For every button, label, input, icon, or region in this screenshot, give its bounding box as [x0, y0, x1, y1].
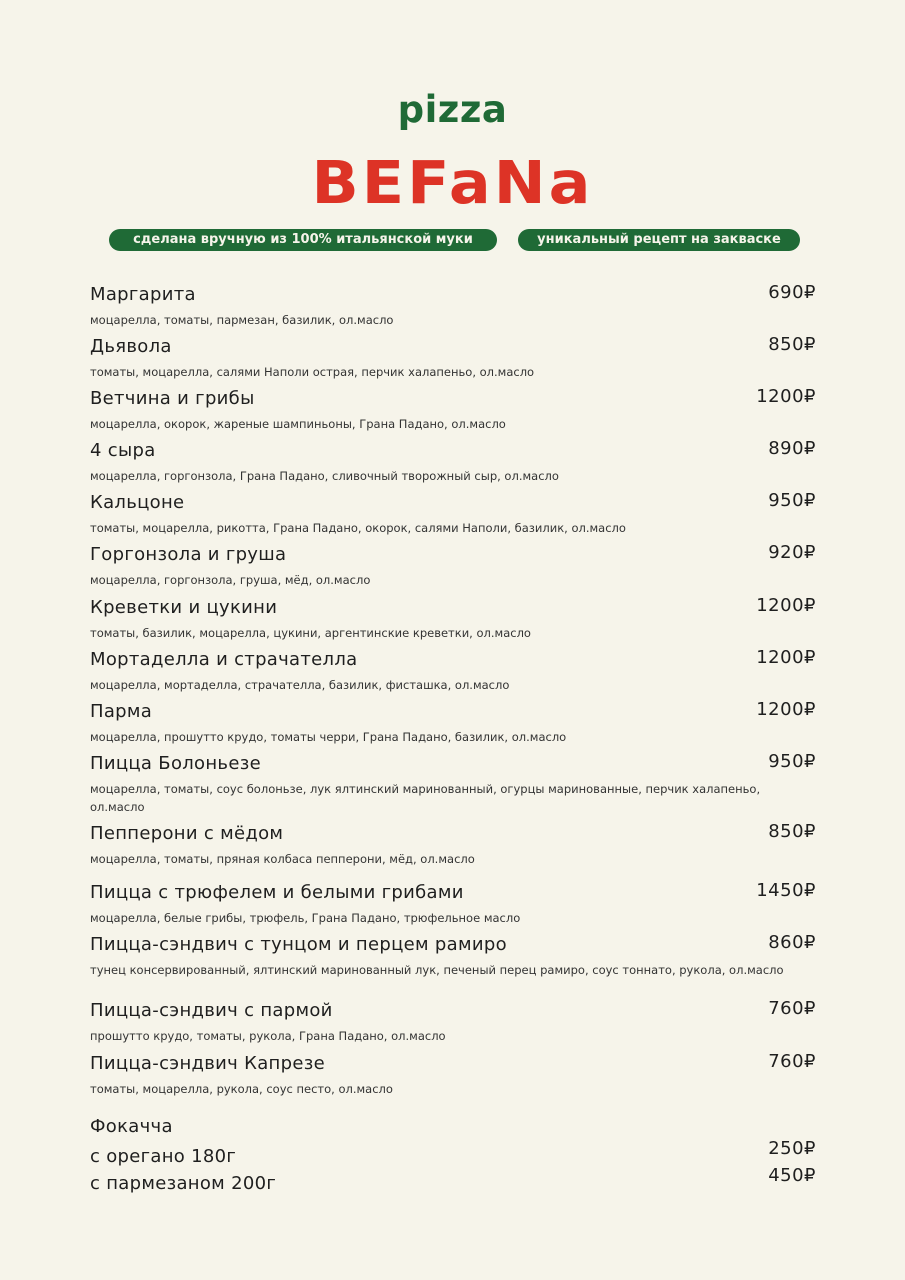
menu-item [90, 336, 816, 381]
item-price: 1200₽ [756, 386, 816, 407]
badge-sourdough: уникальный рецепт на закваске [518, 229, 800, 251]
item-name: Пепперони с мёдом [90, 823, 284, 844]
focaccia-option-price: 250₽ [768, 1138, 816, 1159]
menu-item [90, 440, 816, 485]
item-description: моцарелла, томаты, пармезан, базилик, ол.масло [90, 313, 394, 327]
menu-item [90, 753, 816, 816]
item-name: Кальцоне [90, 492, 185, 513]
menu-item [90, 492, 816, 537]
menu-item [90, 1000, 816, 1045]
item-name: Пицца-сэндвич Капрезе [90, 1053, 325, 1074]
item-description: моцарелла, томаты, пряная колбаса пепперони, мёд, ол.масло [90, 852, 475, 866]
item-price: 1200₽ [756, 699, 816, 720]
item-price: 950₽ [768, 751, 816, 772]
pizza-label: pizza [397, 88, 508, 131]
item-name: Пицца Болоньезе [90, 753, 261, 774]
brand-logo: BEFaNa [311, 147, 594, 218]
item-name: Дьявола [90, 336, 172, 357]
item-description: томаты, базилик, моцарелла, цукини, аргентинские креветки, ол.масло [90, 626, 531, 640]
item-description: томаты, моцарелла, рикотта, Грана Падано, окорок, салями Наполи, базилик, ол.масло [90, 521, 626, 535]
item-price: 1450₽ [756, 880, 816, 901]
item-name: Креветки и цукини [90, 597, 278, 618]
item-price: 850₽ [768, 821, 816, 842]
menu-item [90, 388, 816, 433]
item-price: 860₽ [768, 932, 816, 953]
focaccia-option [90, 1138, 816, 1167]
item-name: Парма [90, 701, 153, 722]
item-description: томаты, моцарелла, салями Наполи острая, перчик халапеньо, ол.масло [90, 365, 535, 379]
item-description: моцарелла, горгонзола, Грана Падано, сливочный творожный сыр, ол.масло [90, 469, 559, 483]
item-description: моцарелла, томаты, соус болоньзе, лук ялтинский маринованный, огурцы маринованные, перчик халапеньо, ол.масло [90, 782, 761, 814]
item-price: 760₽ [768, 1051, 816, 1072]
focaccia-title: Фокачча [90, 1116, 173, 1137]
item-price: 850₽ [768, 334, 816, 355]
menu-item [90, 1053, 816, 1098]
item-description: моцарелла, горгонзола, груша, мёд, ол.масло [90, 573, 371, 587]
menu-item [90, 934, 816, 979]
menu-item [90, 823, 816, 868]
badge-handmade: сделана вручную из 100% итальянской муки [109, 229, 497, 251]
item-description: тунец консервированный, ялтинский маринованный лук, печеный перец рамиро, соус тоннато, рукола, ол.масло [90, 963, 784, 977]
item-name: Горгонзола и груша [90, 544, 287, 565]
item-name: 4 сыра [90, 440, 156, 461]
item-description: прошутто крудо, томаты, рукола, Грана Падано, ол.масло [90, 1029, 446, 1043]
item-name: Пицца-сэндвич с пармой [90, 1000, 333, 1021]
menu-item [90, 284, 816, 329]
item-price: 760₽ [768, 998, 816, 1019]
item-name: Мортаделла и страчателла [90, 649, 358, 670]
item-price: 1200₽ [756, 595, 816, 616]
item-name: Ветчина и грибы [90, 388, 255, 409]
menu-item [90, 882, 816, 927]
focaccia-option [90, 1165, 816, 1194]
item-price: 1200₽ [756, 647, 816, 668]
item-price: 890₽ [768, 438, 816, 459]
item-name: Маргарита [90, 284, 196, 305]
item-description: моцарелла, мортаделла, страчателла, базилик, фисташка, ол.масло [90, 678, 510, 692]
item-price: 690₽ [768, 282, 816, 303]
menu-item [90, 649, 816, 694]
item-description: моцарелла, прошутто крудо, томаты черри, Грана Падано, базилик, ол.масло [90, 730, 567, 744]
item-description: моцарелла, окорок, жареные шампиньоны, Грана Падано, ол.масло [90, 417, 506, 431]
item-description: моцарелла, белые грибы, трюфель, Грана Падано, трюфельное масло [90, 911, 521, 925]
focaccia-option-name: с орегано 180г [90, 1146, 237, 1167]
item-price: 920₽ [768, 542, 816, 563]
focaccia-option-price: 450₽ [768, 1165, 816, 1186]
menu-item [90, 597, 816, 642]
menu-item [90, 544, 816, 589]
item-price: 950₽ [768, 490, 816, 511]
item-name: Пицца-сэндвич с тунцом и перцем рамиро [90, 934, 507, 955]
menu-item [90, 701, 816, 746]
item-name: Пицца с трюфелем и белыми грибами [90, 882, 464, 903]
item-description: томаты, моцарелла, рукола, соус песто, ол.масло [90, 1082, 393, 1096]
focaccia-option-name: с пармезаном 200г [90, 1173, 277, 1194]
